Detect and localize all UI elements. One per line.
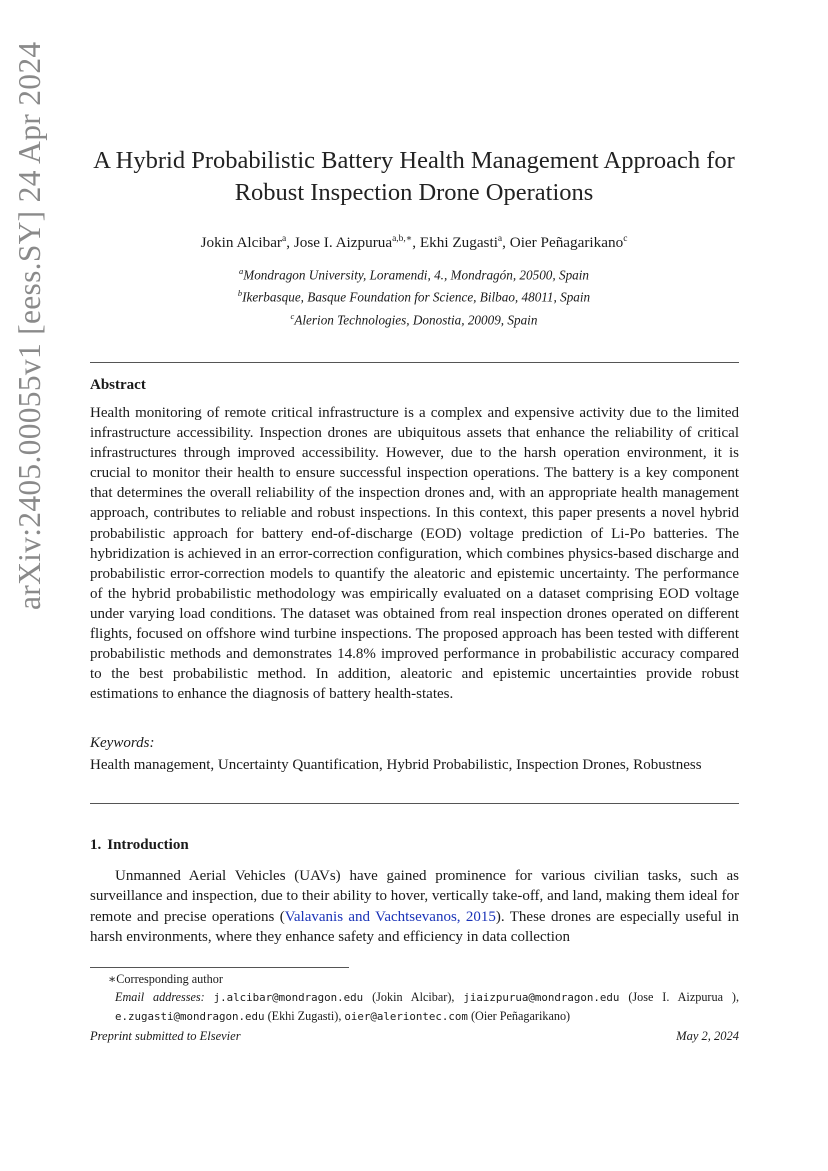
affiliation xyxy=(60,262,768,284)
affiliation-text: Ikerbasque, Basque Foundation for Science, Bilbao, 48011, Spain xyxy=(242,289,591,305)
affiliation-mark: a xyxy=(238,266,244,276)
author-separator: , xyxy=(286,234,294,252)
keywords-heading: Keywords: xyxy=(90,735,155,751)
paper-title-line: A Hybrid Probabilistic Battery Health Management Approach for xyxy=(93,147,735,174)
keywords-text: Health management, Uncertainty Quantification, Hybrid Probabilistic, Inspection Drones, Robustness xyxy=(90,757,702,773)
author-affiliation-mark: a,b,∗ xyxy=(392,234,413,244)
footer-date: May 2, 2024 xyxy=(676,1029,739,1043)
affiliation xyxy=(60,307,768,329)
author-separator: , xyxy=(412,234,420,252)
author-affiliation-mark: a xyxy=(497,234,503,244)
affiliation-text: Mondragon University, Loramendi, 4., Mondragón, 20500, Spain xyxy=(243,267,590,283)
paper-title xyxy=(60,145,768,209)
author-affiliation-mark: a xyxy=(282,234,287,244)
abstract-top-rule xyxy=(90,362,739,363)
introduction-paragraph xyxy=(90,866,739,947)
paper-title-line: Robust Inspection Drone Operations xyxy=(234,179,594,206)
email-address: jiaizpurua@mondragon.edu xyxy=(463,991,620,1004)
author-name: Oier Peñagarikano xyxy=(509,234,624,252)
paragraph-text: Unmanned Aerial Vehicles (UAVs) have gained prominence for various civilian tasks, such as surveillance and inspection, due to their ability to hover, vertically take-off, and land, making them ideal for remote and precise operations ( xyxy=(90,868,739,925)
section-heading xyxy=(90,837,189,854)
email-owner: (Oier Peñagarikano) xyxy=(470,1009,571,1023)
author-name: Jokin Alcibar xyxy=(200,234,282,252)
section-number: 1. xyxy=(90,837,102,853)
footer-preprint-note: Preprint submitted to Elsevier xyxy=(90,1029,241,1043)
arxiv-identifier-stamp: arXiv:2405.00055v1 [eess.SY] 24 Apr 2024 xyxy=(12,41,47,610)
section-title: Introduction xyxy=(107,837,189,853)
email-owner: (Jokin Alcibar) xyxy=(372,990,452,1004)
email-address: e.zugasti@mondragon.edu xyxy=(115,1010,265,1023)
affiliation-list xyxy=(60,262,768,329)
abstract-bottom-rule xyxy=(90,803,739,804)
affiliation-text: Alerion Technologies, Donostia, 20009, Spain xyxy=(294,312,538,328)
footnote-rule xyxy=(90,967,349,968)
affiliation-mark: c xyxy=(290,310,295,321)
author-affiliation-mark: c xyxy=(623,234,628,244)
email-address: oier@aleriontec.com xyxy=(344,1010,468,1023)
paragraph-text: ). These drones are especially useful in harsh environments, where they enhance safety and efficiency in data collection xyxy=(90,908,739,945)
email-owner: (Ekhi Zugasti) xyxy=(267,1009,339,1023)
author-separator: , xyxy=(502,234,510,252)
corresponding-author-note: ∗Corresponding author xyxy=(108,972,223,986)
affiliation xyxy=(60,284,768,306)
affiliation-mark: b xyxy=(237,288,243,299)
email-address: j.alcibar@mondragon.edu xyxy=(213,991,364,1004)
citation-link[interactable]: Valavanis and Vachtsevanos, 2015 xyxy=(284,908,496,925)
author-name: Ekhi Zugasti xyxy=(419,234,498,252)
email-footnote: Email addresses: j.alcibar@mondragon.edu (Jokin Alcibar), jiaizpurua@mondragon.edu (Jose I. Aizpurua ), e.zugasti@mondragon.edu (Ekhi Zugasti), oier@aleriontec.com (Oier Peñagarikano) xyxy=(115,990,740,1023)
email-label: Email addresses: xyxy=(115,990,205,1004)
abstract-heading: Abstract xyxy=(90,377,146,393)
author-list xyxy=(60,233,768,252)
email-owner: (Jose I. Aizpurua ) xyxy=(628,990,736,1004)
author-name: Jose I. Aizpurua xyxy=(293,234,393,252)
abstract-text: Health monitoring of remote critical infrastructure is a complex and expensive activity due to the limited infrastructure accessibility. Inspection drones are ubiquitous assets that enhance the reliability of critical infrastructures through improved accessibility. However, due to the harsh operation environment, it is crucial to monitor their health to ensure successful inspection operations. The battery is a key component that determines the overall reliability of the inspection drones and, with an appropriate health management approach, contributes to reliable and robust inspections. In this context, this paper presents a novel hybrid probabilistic approach for battery end-of-discharge (EOD) voltage prediction of Li-Po batteries. The hybridization is achieved in an error-correction configuration, which combines physics-based discharge and probabilistic error-correction models to quantify the aleatoric and epistemic uncertainty. The performance of the hybrid probabilistic methodology was empirically evaluated on a dataset comprising EOD voltage under varying load conditions. The dataset was obtained from real inspection drones operated on different flights, focused on offshore wind turbine inspections. The proposed approach has been tested with different probabilistic methods and demonstrates 14.8% improved performance in probabilistic accuracy compared to the best probabilistic method. In addition, aleatoric and epistemic uncertainties provide robust estimations to enhance the diagnosis of battery health-states. xyxy=(90,405,739,703)
footnotes xyxy=(90,970,739,1026)
